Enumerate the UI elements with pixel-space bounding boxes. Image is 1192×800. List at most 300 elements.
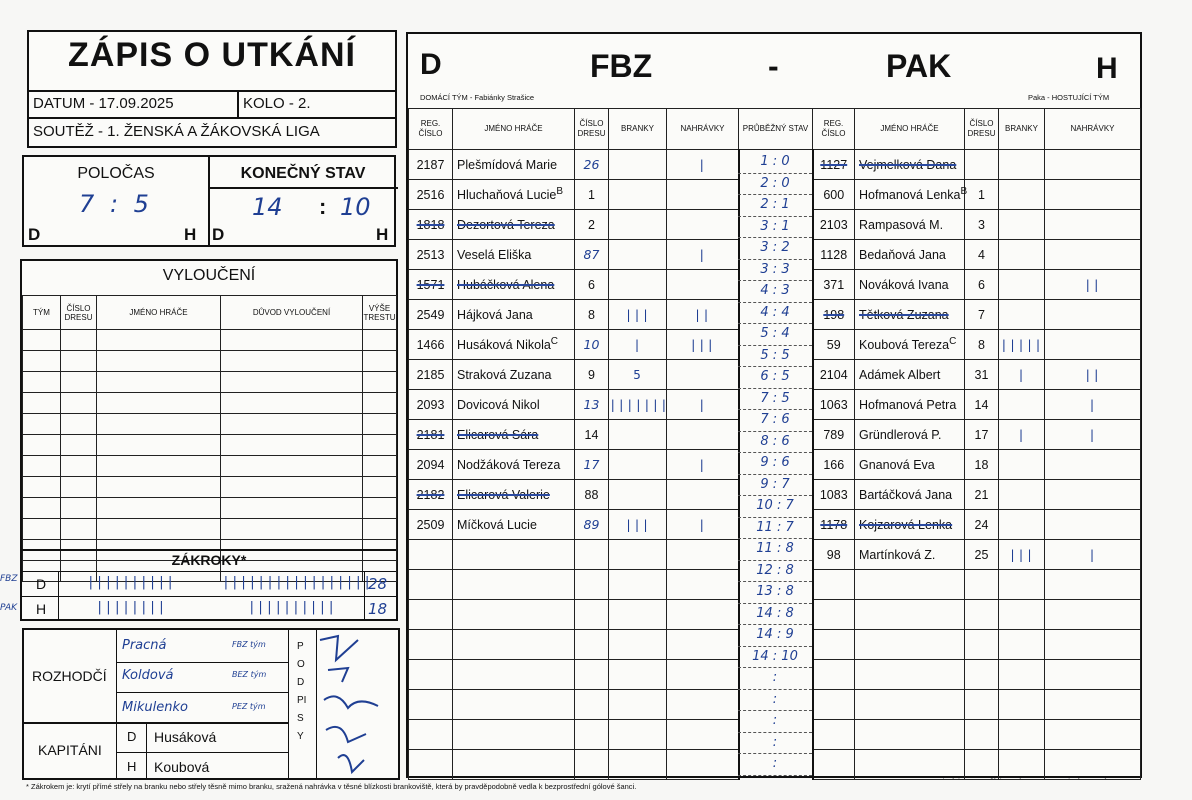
away-dres: 7 [965, 300, 999, 330]
running-score: 3 : 1 [738, 217, 812, 239]
home-dres [575, 720, 609, 750]
home-dres: 9 [575, 360, 609, 390]
away-dres: 18 [965, 450, 999, 480]
home-reg [409, 660, 453, 690]
away-subtitle: Paka - HOSTUJÍCÍ TÝM [1028, 93, 1110, 102]
away-goals [999, 750, 1045, 780]
away-dres: 14 [965, 390, 999, 420]
penalty-cell [97, 330, 221, 351]
saves-row-d-team: D [36, 576, 47, 592]
saves-row-h-right: |||||||||| [247, 600, 337, 615]
home-dres [575, 540, 609, 570]
home-assists: | [667, 150, 739, 180]
signatures-label: PODPISY [297, 641, 307, 742]
away-dres: 3 [965, 210, 999, 240]
away-goals [999, 180, 1045, 210]
pen-head-dres: ČÍSLO DRESU [61, 296, 97, 330]
home-head-goals: BRANKY [609, 109, 667, 150]
saves-side-d: FBZ [0, 574, 18, 584]
running-score: : [738, 690, 812, 712]
date-field: DATUM - 17.09.2025 [33, 95, 174, 112]
home-goals [609, 660, 667, 690]
away-reg [813, 690, 855, 720]
halftime-d: D [28, 225, 41, 244]
away-assists: || [1045, 270, 1141, 300]
away-dres: 8 [965, 330, 999, 360]
penalty-cell [61, 477, 97, 498]
home-name [453, 540, 575, 570]
pen-head-team: TÝM [23, 296, 61, 330]
home-assists [667, 660, 739, 690]
away-dres [965, 630, 999, 660]
saves-row-h-total: 18 [368, 600, 388, 618]
pen-head-reason: DŮVOD VYLOUČENÍ [221, 296, 363, 330]
away-head-name: JMÉNO HRÁČE [855, 109, 965, 150]
away-dres [965, 150, 999, 180]
away-dres [965, 600, 999, 630]
away-assists [1045, 750, 1141, 780]
home-dres: 89 [575, 510, 609, 540]
home-dres [575, 750, 609, 780]
away-letter: H [1096, 52, 1118, 85]
penalty-cell [221, 351, 363, 372]
penalty-cell [23, 456, 61, 477]
referee-1: Pracná [122, 638, 167, 653]
penalty-cell [61, 351, 97, 372]
away-dres: 1 [965, 180, 999, 210]
penalty-row [23, 456, 397, 477]
penalty-row [23, 435, 397, 456]
away-dres [965, 720, 999, 750]
away-goals [999, 510, 1045, 540]
home-name: Hájková Jana [453, 300, 575, 330]
players-block [406, 32, 1142, 778]
running-score: 14 : 9 [738, 625, 812, 647]
penalty-cell [363, 498, 397, 519]
away-goals: ||| [999, 540, 1045, 570]
final-score-away: 10 [340, 193, 371, 221]
running-score: 9 : 7 [738, 475, 812, 497]
penalty-cell [363, 519, 397, 540]
home-goals [609, 720, 667, 750]
away-reg: 1127 [813, 150, 855, 180]
away-assists [1045, 210, 1141, 240]
home-dres [575, 690, 609, 720]
running-score: 4 : 4 [738, 303, 812, 325]
home-name-mark: B [556, 186, 564, 198]
running-score: 4 : 3 [738, 281, 812, 303]
home-team: FBZ [590, 48, 653, 84]
away-dres [965, 660, 999, 690]
home-assists [667, 480, 739, 510]
away-reg [813, 660, 855, 690]
halftime-score: 7 : 5 [79, 190, 153, 218]
home-goals [609, 600, 667, 630]
home-reg: 2094 [409, 450, 453, 480]
home-goals: ||| [609, 510, 667, 540]
home-assists [667, 360, 739, 390]
away-reg [813, 600, 855, 630]
penalty-cell [363, 456, 397, 477]
home-name: Dezortová Tereza [453, 210, 575, 240]
away-assists [1045, 480, 1141, 510]
away-reg: 59 [813, 330, 855, 360]
away-assists [1045, 630, 1141, 660]
home-assists: | [667, 240, 739, 270]
saves-row-d-right: ||||||||||||||||| [222, 575, 373, 590]
penalty-cell [61, 435, 97, 456]
away-team: PAK [886, 48, 952, 84]
penalty-cell [221, 477, 363, 498]
away-reg: 2104 [813, 360, 855, 390]
home-goals [609, 750, 667, 780]
home-assists [667, 210, 739, 240]
home-dres: 14 [575, 420, 609, 450]
home-reg: 2185 [409, 360, 453, 390]
penalty-cell [221, 372, 363, 393]
penalty-cell [97, 351, 221, 372]
away-dres: 25 [965, 540, 999, 570]
away-reg: 1178 [813, 510, 855, 540]
home-goals [609, 210, 667, 240]
referee-team-3: PEZ tým [232, 702, 266, 711]
home-name: Husáková Nikola$^C$ [453, 330, 575, 360]
home-letter: D [420, 48, 442, 81]
home-name: Dovicová Nikol [453, 390, 575, 420]
away-name [855, 570, 965, 600]
away-name [855, 630, 965, 660]
away-goals: | [999, 360, 1045, 390]
home-goals [609, 570, 667, 600]
away-assists [1045, 600, 1141, 630]
running-score: 12 : 8 [738, 561, 812, 583]
home-reg: 1818 [409, 210, 453, 240]
home-dres [575, 600, 609, 630]
final-label: KONEČNÝ STAV [240, 165, 366, 182]
penalty-cell [363, 330, 397, 351]
away-goals [999, 450, 1045, 480]
home-name [453, 630, 575, 660]
running-score: 1 : 0 [738, 152, 812, 174]
saves-title: ZÁKROKY* [171, 552, 247, 568]
home-goals: ||| [609, 300, 667, 330]
away-goals [999, 570, 1045, 600]
referee-team-2: BEZ tým [232, 670, 267, 679]
score-block: POLOČAS 7 : 5 KONEČNÝ STAV 14 : 10 D H D H [22, 155, 396, 247]
away-dres: 21 [965, 480, 999, 510]
home-reg [409, 630, 453, 660]
home-name [453, 600, 575, 630]
home-goals [609, 150, 667, 180]
away-head-dres: ČÍSLO DRESU [965, 109, 999, 150]
home-goals: | [609, 330, 667, 360]
home-name: Elicarová Sára [453, 420, 575, 450]
penalty-cell [23, 498, 61, 519]
home-name: Straková Zuzana [453, 360, 575, 390]
home-name [453, 660, 575, 690]
away-name: Nováková Ivana [855, 270, 965, 300]
penalty-cell [61, 498, 97, 519]
home-name: Hluchaňová Lucie$^B$ [453, 180, 575, 210]
home-goals [609, 630, 667, 660]
away-assists: | [1045, 390, 1141, 420]
saves-row-d-total: 28 [368, 575, 388, 593]
home-assists [667, 630, 739, 660]
home-goals [609, 420, 667, 450]
home-assists: | [667, 510, 739, 540]
away-assists [1045, 720, 1141, 750]
final-score-home: 14 [252, 193, 283, 221]
away-goals [999, 270, 1045, 300]
home-assists [667, 600, 739, 630]
home-dres: 87 [575, 240, 609, 270]
penalty-cell [97, 498, 221, 519]
penalty-cell [97, 414, 221, 435]
running-score: 3 : 2 [738, 238, 812, 260]
running-score: 9 : 6 [738, 453, 812, 475]
penalty-cell [221, 414, 363, 435]
penalty-cell [221, 393, 363, 414]
away-dres [965, 570, 999, 600]
penalties-block [20, 259, 398, 621]
home-assists [667, 180, 739, 210]
away-assists [1045, 570, 1141, 600]
away-reg [813, 750, 855, 780]
penalty-cell [61, 519, 97, 540]
penalty-cell [61, 330, 97, 351]
penalty-cell [97, 477, 221, 498]
captains-label: KAPITÁNI [38, 742, 102, 758]
home-reg: 2509 [409, 510, 453, 540]
running-score: 14 : 8 [738, 604, 812, 626]
running-score: 5 : 4 [738, 324, 812, 346]
away-goals [999, 480, 1045, 510]
captain-h-name: Koubová [154, 759, 210, 775]
penalty-cell [23, 477, 61, 498]
away-reg: 600 [813, 180, 855, 210]
running-score: 10 : 7 [738, 496, 812, 518]
running-score: : [738, 711, 812, 733]
away-assists [1045, 150, 1141, 180]
home-dres: 6 [575, 270, 609, 300]
away-assists [1045, 180, 1141, 210]
penalty-cell [61, 414, 97, 435]
away-name: Gnanová Eva [855, 450, 965, 480]
penalty-cell [23, 351, 61, 372]
saves-row-d-left: |||||||||| [86, 575, 176, 590]
away-reg: 2103 [813, 210, 855, 240]
running-score: 6 : 5 [738, 367, 812, 389]
away-goals [999, 660, 1045, 690]
home-assists [667, 540, 739, 570]
running-score-column [738, 152, 812, 776]
penalty-row [23, 477, 397, 498]
referee-3: Mikulenko [122, 700, 188, 715]
penalty-row [23, 372, 397, 393]
away-dres [965, 750, 999, 780]
away-goals [999, 150, 1045, 180]
running-score: 2 : 1 [738, 195, 812, 217]
away-name: Adámek Albert [855, 360, 965, 390]
home-reg: 2182 [409, 480, 453, 510]
home-assists: | [667, 450, 739, 480]
page-title: ZÁPIS O UTKÁNÍ [68, 36, 356, 74]
home-goals [609, 180, 667, 210]
home-head-assists: NAHRÁVKY [667, 109, 739, 150]
penalty-cell [23, 519, 61, 540]
away-name: Vejmelková Dana [855, 150, 965, 180]
home-dres [575, 660, 609, 690]
away-goals [999, 300, 1045, 330]
home-reg: 2187 [409, 150, 453, 180]
away-goals [999, 630, 1045, 660]
away-dres: 24 [965, 510, 999, 540]
running-head: PRŮBĚŽNÝ STAV [739, 109, 813, 150]
penalty-cell [221, 330, 363, 351]
final-h: H [376, 225, 389, 244]
home-reg: 2513 [409, 240, 453, 270]
home-reg [409, 690, 453, 720]
penalty-cell [221, 498, 363, 519]
home-goals [609, 240, 667, 270]
away-assists [1045, 690, 1141, 720]
captain-d-name: Husáková [154, 729, 217, 745]
away-goals [999, 690, 1045, 720]
captain-h-team: H [127, 759, 137, 774]
penalty-cell [61, 372, 97, 393]
penalty-cell [23, 372, 61, 393]
away-head-reg: REG. ČÍSLO [813, 109, 855, 150]
running-score: 14 : 10 [738, 647, 812, 669]
away-name [855, 750, 965, 780]
penalty-cell [221, 435, 363, 456]
home-goals [609, 690, 667, 720]
away-name: Kojzarová Lenka [855, 510, 965, 540]
penalties-table [22, 295, 397, 582]
home-assists: ||| [667, 330, 739, 360]
home-reg [409, 540, 453, 570]
away-name: Bedaňová Jana [855, 240, 965, 270]
home-assists [667, 720, 739, 750]
away-assists [1045, 300, 1141, 330]
home-name: Plešmídová Marie [453, 150, 575, 180]
away-goals: | [999, 420, 1045, 450]
home-reg [409, 600, 453, 630]
referee-2: Koldová [122, 668, 174, 683]
penalty-cell [97, 435, 221, 456]
home-dres: 13 [575, 390, 609, 420]
away-reg: 1083 [813, 480, 855, 510]
home-name: Míčková Lucie [453, 510, 575, 540]
competition-field: SOUTĚŽ - 1. ŽENSKÁ A ŽÁKOVSKÁ LIGA [33, 123, 320, 140]
home-assists [667, 420, 739, 450]
away-name: Gründlerová P. [855, 420, 965, 450]
away-name: Martínková Z. [855, 540, 965, 570]
penalty-cell [221, 456, 363, 477]
away-assists: | [1045, 420, 1141, 450]
running-score: 2 : 0 [738, 174, 812, 196]
away-goals [999, 600, 1045, 630]
penalty-cell [23, 393, 61, 414]
home-name [453, 720, 575, 750]
home-dres: 10 [575, 330, 609, 360]
penalty-cell [363, 435, 397, 456]
halftime-h: H [184, 225, 197, 244]
home-assists [667, 750, 739, 780]
penalty-cell [61, 456, 97, 477]
final-d: D [212, 225, 225, 244]
away-reg: 371 [813, 270, 855, 300]
away-reg [813, 720, 855, 750]
penalty-cell [363, 477, 397, 498]
penalty-row [23, 330, 397, 351]
away-dres: 17 [965, 420, 999, 450]
away-dres [965, 690, 999, 720]
running-score: : [738, 733, 812, 755]
away-dres: 6 [965, 270, 999, 300]
away-reg [813, 630, 855, 660]
home-dres: 8 [575, 300, 609, 330]
penalty-cell [23, 330, 61, 351]
away-dres: 31 [965, 360, 999, 390]
penalty-cell [221, 519, 363, 540]
home-name: Hubáčková Alena [453, 270, 575, 300]
running-score: 11 : 8 [738, 539, 812, 561]
home-goals [609, 480, 667, 510]
home-assists [667, 690, 739, 720]
away-name [855, 720, 965, 750]
home-goals: ||||||| [609, 390, 667, 420]
away-name: Bartáčková Jana [855, 480, 965, 510]
away-name [855, 660, 965, 690]
home-reg: 2549 [409, 300, 453, 330]
away-reg: 198 [813, 300, 855, 330]
home-reg: 1571 [409, 270, 453, 300]
away-assists [1045, 450, 1141, 480]
home-reg: 2516 [409, 180, 453, 210]
penalty-cell [61, 393, 97, 414]
running-score: 7 : 5 [738, 389, 812, 411]
home-name-mark: C [550, 336, 559, 348]
running-score: : [738, 754, 812, 776]
penalty-row [23, 414, 397, 435]
saves-side-h: PAK [0, 603, 18, 613]
running-score: 11 : 7 [738, 518, 812, 540]
away-reg: 1063 [813, 390, 855, 420]
penalty-cell [363, 372, 397, 393]
home-reg: 2181 [409, 420, 453, 450]
away-assists: || [1045, 360, 1141, 390]
penalties-title: VYLOUČENÍ [162, 267, 256, 284]
away-reg [813, 570, 855, 600]
home-goals [609, 270, 667, 300]
away-goals [999, 210, 1045, 240]
home-dres: 1 [575, 180, 609, 210]
home-goals [609, 450, 667, 480]
home-dres: 17 [575, 450, 609, 480]
running-score: 8 : 6 [738, 432, 812, 454]
home-name [453, 690, 575, 720]
penalty-cell [23, 414, 61, 435]
away-goals: ||||| [999, 330, 1045, 360]
home-assists: | [667, 390, 739, 420]
home-head-name: JMÉNO HRÁČE [453, 109, 575, 150]
home-goals [609, 540, 667, 570]
home-dres [575, 570, 609, 600]
away-head-goals: BRANKY [999, 109, 1045, 150]
home-name: Elicarová Valerie [453, 480, 575, 510]
away-assists [1045, 240, 1141, 270]
